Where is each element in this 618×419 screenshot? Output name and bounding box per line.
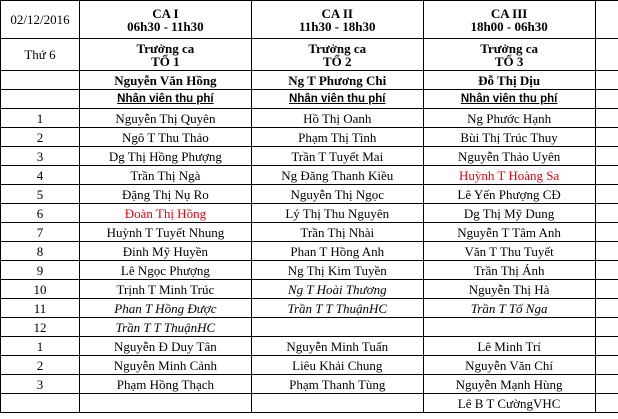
shift-2-staff: Trần Thị Nhài bbox=[251, 223, 423, 242]
team-3-header: Trưởng ca TỔ 3 bbox=[423, 39, 595, 71]
staff-label-3: Nhân viên thu phí bbox=[423, 90, 595, 109]
table-row bbox=[1, 280, 618, 299]
shift-1-staff-italic: Trần T T ThuậnHC bbox=[79, 318, 251, 337]
shift-header-row bbox=[1, 1, 618, 39]
row-number: 10 bbox=[1, 280, 80, 299]
filler-cell bbox=[595, 318, 618, 337]
leader-2: Ng T Phương Chi bbox=[251, 71, 423, 90]
shift-3-staff: Nguyễn Thảo Uyên bbox=[423, 147, 595, 166]
leader-1: Nguyễn Văn Hồng bbox=[79, 71, 251, 90]
shift-2-staff: Ng Đăng Thanh Kiều bbox=[251, 166, 423, 185]
table-row bbox=[1, 394, 618, 413]
shift-1-staff: Trịnh T Minh Trúc bbox=[79, 280, 251, 299]
table-row bbox=[1, 261, 618, 280]
no-cell bbox=[1, 90, 80, 109]
shift-3-staff: Trần Thị Ánh bbox=[423, 261, 595, 280]
filler-cell bbox=[595, 375, 618, 394]
filler-cell bbox=[595, 109, 618, 128]
shift-3-staff bbox=[423, 318, 595, 337]
shift-3-staff: Lê Minh Trí bbox=[423, 337, 595, 356]
filler-cell bbox=[595, 166, 618, 185]
filler-cell bbox=[595, 147, 618, 166]
row-number: 12 bbox=[1, 318, 80, 337]
row-number: 2 bbox=[1, 128, 80, 147]
staff-label-2: Nhân viên thu phí bbox=[251, 90, 423, 109]
row-number: 11 bbox=[1, 299, 80, 318]
shift-1-staff: Nguyễn Thị Quyên bbox=[79, 109, 251, 128]
shift-2-header: CA II 11h30 - 18h30 bbox=[251, 1, 423, 39]
table-row bbox=[1, 299, 618, 318]
staff-label-1: Nhân viên thu phí bbox=[79, 90, 251, 109]
shift-1-staff: Lê Ngọc Phượng bbox=[79, 261, 251, 280]
shift-3-staff: Nguyễn Mạnh Hùng bbox=[423, 375, 595, 394]
no-cell bbox=[1, 71, 80, 90]
shift-2-staff: Nguyễn Thị Ngọc bbox=[251, 185, 423, 204]
shift-1-staff: Ngô T Thu Thảo bbox=[79, 128, 251, 147]
filler-cell bbox=[595, 299, 618, 318]
filler-cell bbox=[595, 1, 618, 39]
shift-1-staff-highlighted: Đoàn Thị Hồng bbox=[79, 204, 251, 223]
day-cell: Thứ 6 bbox=[1, 39, 80, 71]
filler-cell bbox=[595, 204, 618, 223]
date-cell: 02/12/2016 bbox=[1, 1, 80, 39]
shift-3-staff: Nguyễn Văn Chí bbox=[423, 356, 595, 375]
team-2-header: Trưởng ca TỔ 2 bbox=[251, 39, 423, 71]
filler-cell bbox=[595, 71, 618, 90]
filler-cell bbox=[595, 242, 618, 261]
shift-3-staff: Văn T Thu Tuyết bbox=[423, 242, 595, 261]
row-number bbox=[1, 394, 80, 413]
row-number: 6 bbox=[1, 204, 80, 223]
row-number: 3 bbox=[1, 375, 80, 394]
shift-3-staff: Bùi Thị Trúc Thuy bbox=[423, 128, 595, 147]
filler-cell bbox=[595, 337, 618, 356]
shift-2-staff: Phạm Thanh Tùng bbox=[251, 375, 423, 394]
shift-1-staff: Phạm Hồng Thạch bbox=[79, 375, 251, 394]
table-row bbox=[1, 185, 618, 204]
row-number: 9 bbox=[1, 261, 80, 280]
table-row bbox=[1, 337, 618, 356]
shift-3-header: CA III 18h00 - 06h30 bbox=[423, 1, 595, 39]
filler-cell bbox=[595, 39, 618, 71]
team-1-header: Trưởng ca TỔ 1 bbox=[79, 39, 251, 71]
filler-cell bbox=[595, 185, 618, 204]
table-row bbox=[1, 375, 618, 394]
filler-cell bbox=[595, 394, 618, 413]
row-number: 8 bbox=[1, 242, 80, 261]
shift-2-staff: Hồ Thị Oanh bbox=[251, 109, 423, 128]
shift-2-staff-italic: Trần T T ThuậnHC bbox=[251, 299, 423, 318]
shift-1-header: CA I 06h30 - 11h30 bbox=[79, 1, 251, 39]
table-row bbox=[1, 147, 618, 166]
leader-3: Đỗ Thị Dịu bbox=[423, 71, 595, 90]
shift-3-staff: Lê Yến Phượng CĐ bbox=[423, 185, 595, 204]
shift-2-staff-italic: Ng T Hoài Thương bbox=[251, 280, 423, 299]
shift-1-staff bbox=[79, 394, 251, 413]
shift-1-staff: Nguyễn Đ Duy Tân bbox=[79, 337, 251, 356]
filler-cell bbox=[595, 223, 618, 242]
filler-cell bbox=[595, 261, 618, 280]
shift-1-staff: Đinh Mỹ Huyền bbox=[79, 242, 251, 261]
leader-row bbox=[1, 71, 618, 90]
shift-3-staff: Ng Phước Hạnh bbox=[423, 109, 595, 128]
row-number: 1 bbox=[1, 109, 80, 128]
shift-2-staff: Nguyễn Minh Tuấn bbox=[251, 337, 423, 356]
shift-3-staff-italic: Trần T Tố Nga bbox=[423, 299, 595, 318]
table-row bbox=[1, 166, 618, 185]
filler-cell bbox=[595, 128, 618, 147]
shift-1-staff: Đặng Thị Nụ Ro bbox=[79, 185, 251, 204]
shift-2-staff: Phan T Hồng Anh bbox=[251, 242, 423, 261]
shift-1-staff: Nguyễn Minh Cảnh bbox=[79, 356, 251, 375]
row-number: 2 bbox=[1, 356, 80, 375]
shift-3-staff: Nguyễn Thị Hà bbox=[423, 280, 595, 299]
shift-2-staff: Trần T Tuyết Mai bbox=[251, 147, 423, 166]
staff-label-row bbox=[1, 90, 618, 109]
filler-cell bbox=[595, 90, 618, 109]
team-header-row bbox=[1, 39, 618, 71]
table-row bbox=[1, 242, 618, 261]
filler-cell bbox=[595, 356, 618, 375]
shift-2-staff: Phạm Thị Tình bbox=[251, 128, 423, 147]
shift-2-staff: Ng Thị Kim Tuyền bbox=[251, 261, 423, 280]
shift-1-staff-italic: Phan T Hồng Được bbox=[79, 299, 251, 318]
table-row bbox=[1, 318, 618, 337]
shift-3-staff: Nguyễn T Tâm Anh bbox=[423, 223, 595, 242]
table-row bbox=[1, 109, 618, 128]
shift-3-staff: Lê B T CườngVHC bbox=[423, 394, 595, 413]
table-row bbox=[1, 128, 618, 147]
table-row bbox=[1, 223, 618, 242]
shift-3-staff-highlighted: Huỳnh T Hoàng Sa bbox=[423, 166, 595, 185]
shift-2-staff: Liêu Khải Chung bbox=[251, 356, 423, 375]
row-number: 7 bbox=[1, 223, 80, 242]
row-number: 4 bbox=[1, 166, 80, 185]
shift-2-staff bbox=[251, 318, 423, 337]
shift-1-staff: Trần Thị Ngà bbox=[79, 166, 251, 185]
row-number: 5 bbox=[1, 185, 80, 204]
shift-3-staff: Dg Thị Mỹ Dung bbox=[423, 204, 595, 223]
shift-2-staff: Lý Thị Thu Nguyên bbox=[251, 204, 423, 223]
shift-1-staff: Huỳnh T Tuyết Nhung bbox=[79, 223, 251, 242]
table-row bbox=[1, 356, 618, 375]
table-row bbox=[1, 204, 618, 223]
filler-cell bbox=[595, 280, 618, 299]
shift-2-staff bbox=[251, 394, 423, 413]
shift-1-staff: Dg Thị Hồng Phượng bbox=[79, 147, 251, 166]
row-number: 3 bbox=[1, 147, 80, 166]
row-number: 1 bbox=[1, 337, 80, 356]
